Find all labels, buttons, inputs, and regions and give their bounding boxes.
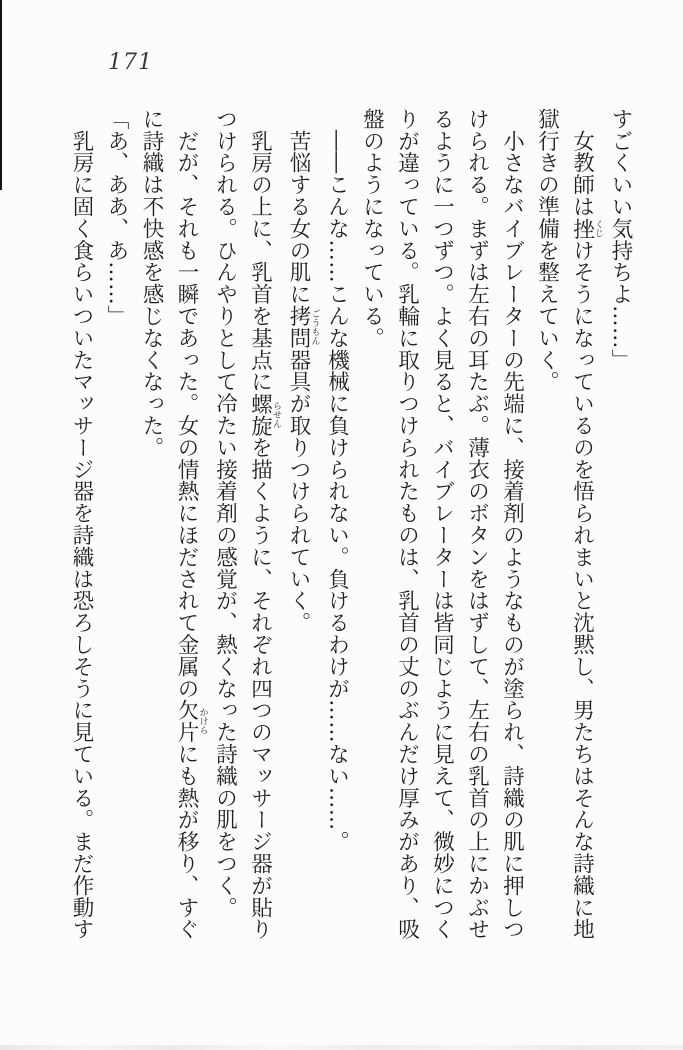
text-column: ――こんな……こんな機械に負けられない。負けるわけが……ない……。	[324, 108, 350, 853]
scan-edge-artifact	[0, 1045, 683, 1050]
text-column: すごくいい気持ちよ……」	[608, 108, 633, 371]
text-column: 女教師は挫くじけそうになっているのを悟られまいと沈黙し、男たちはそんな詩織に地	[569, 108, 603, 941]
text-column: 盤のようになっている。	[359, 108, 385, 349]
body-text	[64, 108, 638, 941]
text-column: 「あ、ああ、あ……」	[104, 108, 129, 327]
ruby-annotated-word: 螺旋らせん	[247, 392, 281, 437]
text-column: 乳房に固く食らいついたマッサージ器を詩織は恐ろしそうに見ている。まだ作動す	[69, 108, 94, 941]
text-column: 小さなバイブレーターの先端に、接着剤のようなものが塗られ、詩織の肌に押しつ	[499, 108, 525, 941]
text-column: 乳房の上に、乳首を基点に螺旋らせんを描くように、それぞれ四つのマッサージ器が貼り	[247, 108, 281, 941]
text-column: りが違っている。乳輪に取りつけられたものは、乳首の丈のぶんだけ厚みがあり、吸	[394, 108, 420, 941]
text-column: 獄行きの準備を整えていく。	[534, 108, 560, 393]
text-column: けられる。まずは左右の耳たぶ。薄衣のボタンをはずして、左右の乳首の上にかぶせ	[464, 108, 490, 941]
page-edge-binding-line	[0, 0, 2, 190]
ruby-annotated-word: 欠片かけら	[174, 699, 208, 744]
page-number: 171	[108, 50, 153, 75]
text-column: に詩織は不快感を感じなくなった。	[139, 108, 164, 459]
ruby-annotated-word: 拷問ごうもん	[286, 305, 320, 349]
text-column: だが、それも一瞬であった。女の情熱にほだされて金属の欠片かけらにも熱が移り、すぐ	[174, 108, 208, 941]
ruby-annotated-word: 挫くじ	[569, 217, 603, 240]
text-column: るように一つずつ。よく見ると、バイブレーターは皆同じように見えて、微妙につく	[429, 108, 455, 941]
text-column: つけられる。ひんやりとして冷たい接着剤の感覚が、熱くなった詩織の肌をつく。	[212, 108, 238, 919]
text-column: 苦悩する女の肌に拷問ごうもん器具が取りつけられていく。	[286, 108, 320, 634]
